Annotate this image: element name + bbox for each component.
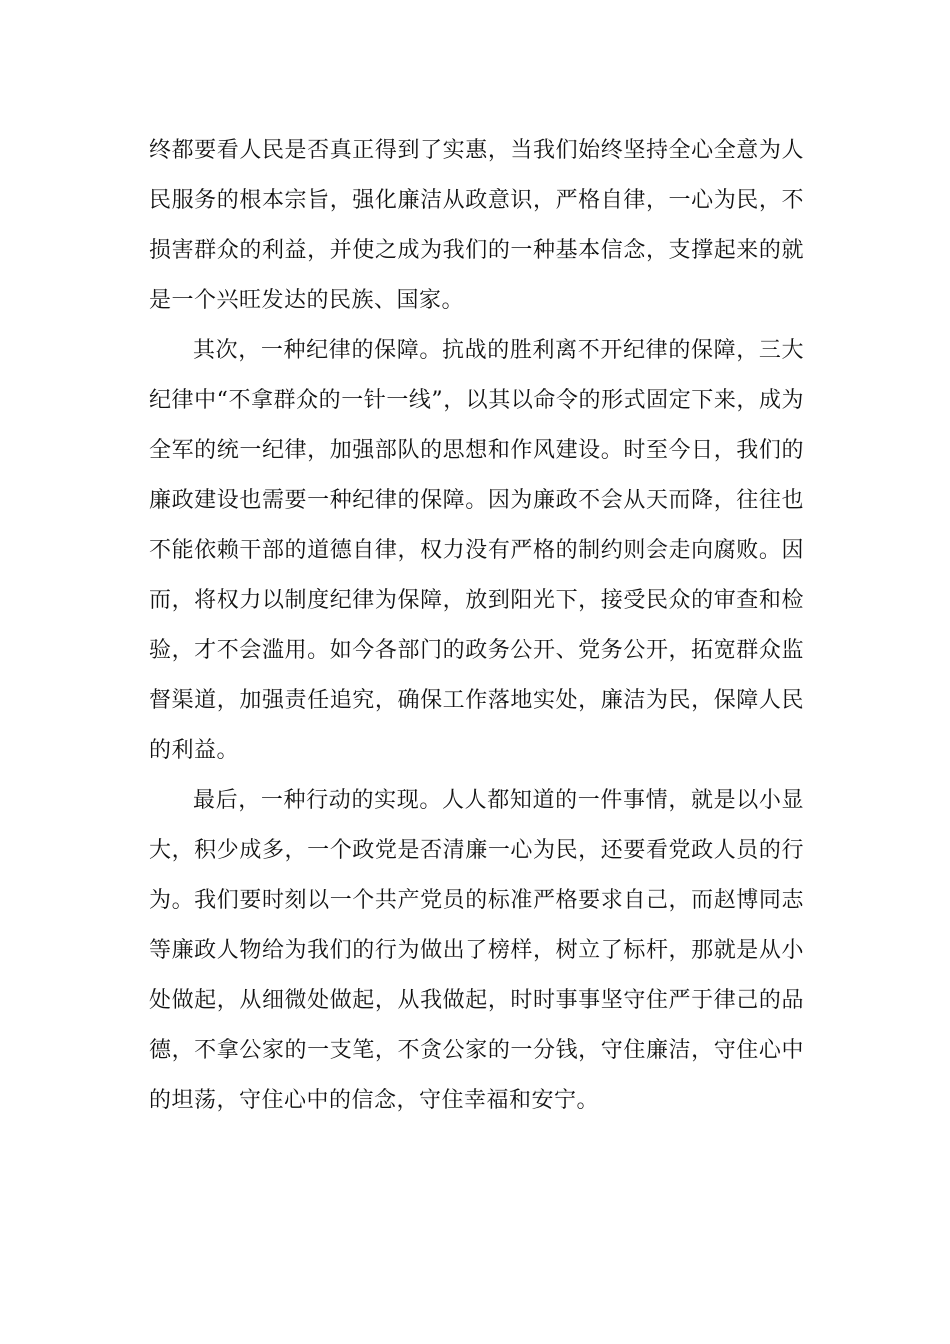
document-body xyxy=(149,126,804,1126)
paragraph-2: 其次，一种纪律的保障。抗战的胜利离不开纪律的保障，三大纪律中“不拿群众的一针一线”，以其以命令的形式固定下来，成为全军的统一纪律，加强部队的思想和作风建设。时至今日，我们的廉政建设也需要一种纪律的保障。因为廉政不会从天而降，往往也不能依赖干部的道德自律，权力没有严格的制约则会走向腐败。因而，将权力以制度纪律为保障，放到阳光下，接受民众的审查和检验，才不会滥用。如今各部门的政务公开、党务公开，拓宽群众监督渠道，加强责任追究，确保工作落地实处，廉洁为民，保障人民的利益。 xyxy=(149,338,804,763)
paragraph-1: 终都要看人民是否真正得到了实惠，当我们始终坚持全心全意为人民服务的根本宗旨，强化廉洁从政意识，严格自律，一心为民，不损害群众的利益，并使之成为我们的一种基本信念，支撑起来的就是一个兴旺发达的民族、国家。 xyxy=(149,138,804,313)
paragraph-3: 最后，一种行动的实现。人人都知道的一件事情，就是以小显大，积少成多，一个政党是否清廉一心为民，还要看党政人员的行为。我们要时刻以一个共产党员的标准严格要求自己，而赵博同志等廉政人物给为我们的行为做出了榜样，树立了标杆，那就是从小处做起，从细微处做起，从我做起，时时事事坚守住严于律己的品德，不拿公家的一支笔，不贪公家的一分钱，守住廉洁，守住心中的坦荡，守住心中的信念，守住幸福和安宁。 xyxy=(149,788,804,1113)
